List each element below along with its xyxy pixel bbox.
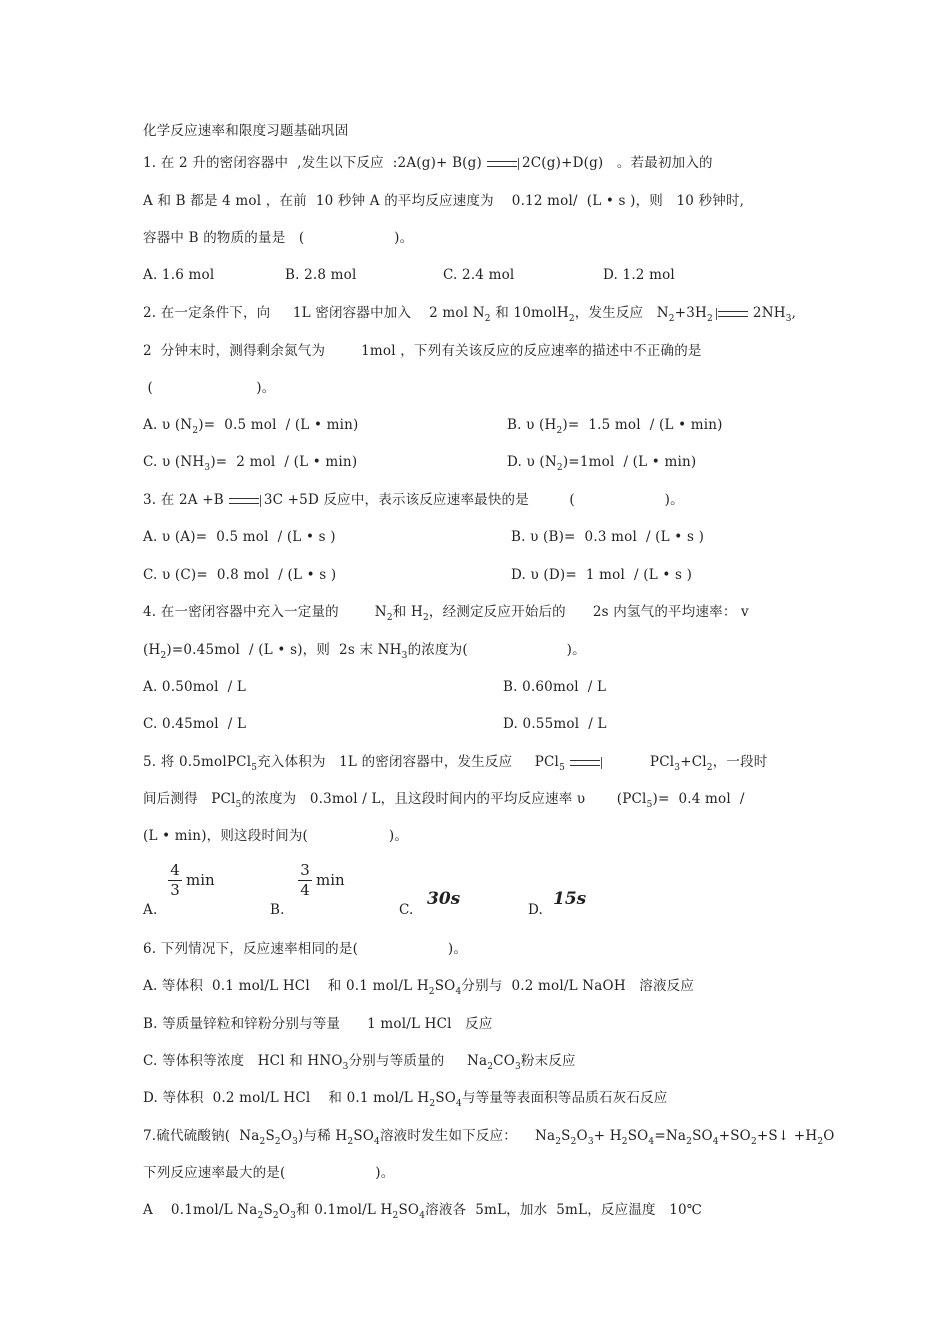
- q4-option-a: A. 0.50mol / L: [143, 679, 247, 695]
- q5-line1: 5. 将 0.5molPCl$_5$充入体积为 1L 的密闭容器中，发生反应 PCl$_5$ $PCl_3+Cl_2$，一段时: [143, 754, 768, 773]
- q6-option-d: D. 等体积 0.2 mol/L HCl 和 0.1 mol/L $H_2SO_4$与等量等表面积等品质石灰石反应: [143, 1090, 668, 1109]
- q2-option-c: C. υ $(NH_3)= 2$ mol / (L • min): [143, 454, 358, 473]
- q5-option-d-value: 15s: [553, 889, 587, 909]
- q6-option-a: A. 等体积 0.1 mol/L HCl 和 0.1 mol/L $H_2SO_4$分别与 0.2 mol/L NaOH 溶液反应: [143, 978, 695, 997]
- q2-line2: 2 分钟末时，测得剩余氮气为 1mol ，下列有关该反应的反应速率的描述中不正确的是: [143, 343, 702, 359]
- q1-option-a: A. 1.6 mol: [143, 267, 215, 283]
- equilibrium-arrow-icon: [716, 308, 750, 320]
- q3-option-d: D. υ (D)= 1 mol / (L • s ): [511, 567, 693, 583]
- q5-line2: 间后测得 PCl$_5$的浓度为 0.3mol / L，且这段时间内的平均反应速率 υ (PCl$_5$)= 0.4 mol /: [143, 791, 745, 810]
- q2-option-d: D. υ $(N_2)=1mol / (L$ • min): [507, 454, 697, 473]
- q5-option-a-label: A.: [143, 902, 158, 918]
- q2-line1: 2. 在一定条件下，向 1L 密闭容器中加入 2 mol $N_2$ 和 10molH$_2$，发生反应 $N_2+3H_2$ $2NH_3$,: [143, 305, 797, 324]
- q1-option-c: C. 2.4 mol: [443, 267, 515, 283]
- q6-option-b: B. 等质量锌粒和锌粉分别与等量 1 mol/L HCl 反应: [143, 1016, 493, 1032]
- q3-option-b: B. υ (B)= 0.3 mol / (L • s ): [511, 529, 705, 545]
- q7-line2: 下列反应速率最大的是( )。: [143, 1165, 395, 1181]
- q5-option-a-fraction: 4 3 min: [168, 862, 182, 899]
- q7-option-a: A 0.1mol/L $Na_2S_2O_3$和 0.1mol/L $H_2SO_4$溶液各 5mL，加水 5mL，反应温度 10℃: [143, 1202, 703, 1221]
- q1-line1: 1. 在 2 升的密闭容器中 ,发生以下反应 :2A(g)+ B(g) 2C(g)+D(g) 。若最初加入的: [143, 155, 713, 171]
- q1-option-b: B. 2.8 mol: [285, 267, 357, 283]
- q2-option-a: A. υ $(N_2)= 0.5$ mol / (L • min): [143, 417, 359, 436]
- q6-option-c: C. 等体积等浓度 HCl 和 $HNO_3$分别与等质量的 $Na_2CO_3$粉末反应: [143, 1053, 576, 1072]
- q5-line3: (L • min)，则这段时间为( )。: [143, 828, 409, 844]
- equilibrium-arrow-icon: [568, 757, 602, 769]
- q4-line1: 4. 在一密闭容器中充入一定量的 $N_2$和 $H_2$，经测定反应开始后的 2s 内氢气的平均速率： v: [143, 604, 749, 623]
- q1-line2: A 和 B 都是 4 mol ，在前 10 秒钟 A 的平均反应速度为 0.12 mol/ (L • s )，则 10 秒钟时,: [143, 193, 745, 209]
- equilibrium-arrow-icon: [227, 495, 261, 507]
- q2-option-b: B. υ $(H_2)= 1.5$ mol / (L • min): [507, 417, 723, 436]
- q4-line2: $(H_2)=0.45mol / (L$ • s)，则 2s 末 $NH_3$的浓度为( )。: [143, 642, 586, 661]
- equilibrium-arrow-icon: [485, 158, 519, 170]
- q7-line1: 7.硫代硫酸钠( $Na_2S_2O_3$)与稀 $H_2SO_4$溶液时发生如下反应： $Na_2S_2O_3+$ $H_2SO_4=Na_2SO_4+SO_2+S↓ +H_2O$: [143, 1128, 835, 1147]
- q3-option-c: C. υ (C)= 0.8 mol / (L • s ): [143, 567, 337, 583]
- q4-option-d: D. 0.55mol / L: [503, 716, 607, 732]
- q5-option-c-label: C.: [399, 902, 414, 918]
- q1-option-d: D. 1.2 mol: [603, 267, 675, 283]
- q6-line1: 6. 下列情况下，反应速率相同的是( )。: [143, 941, 468, 957]
- q5-option-c-value: 30s: [427, 889, 461, 909]
- q2-line3: ( )。: [143, 380, 276, 396]
- q3-option-a: A. υ (A)= 0.5 mol / (L • s ): [143, 529, 336, 545]
- q1-line3: 容器中 B 的物质的量是 ( )。: [143, 230, 414, 246]
- q5-option-d-label: D.: [528, 902, 544, 918]
- q5-option-b-fraction: 3 4 min: [298, 862, 312, 899]
- q4-option-b: B. 0.60mol / L: [503, 679, 607, 695]
- q3-line1: 3. 在 2A +B 3C +5D 反应中，表示该反应速率最快的是 ( )。: [143, 492, 684, 508]
- doc-title: 化学反应速率和限度习题基础巩固: [143, 123, 349, 139]
- q4-option-c: C. 0.45mol / L: [143, 716, 247, 732]
- q5-option-b-label: B.: [270, 902, 285, 918]
